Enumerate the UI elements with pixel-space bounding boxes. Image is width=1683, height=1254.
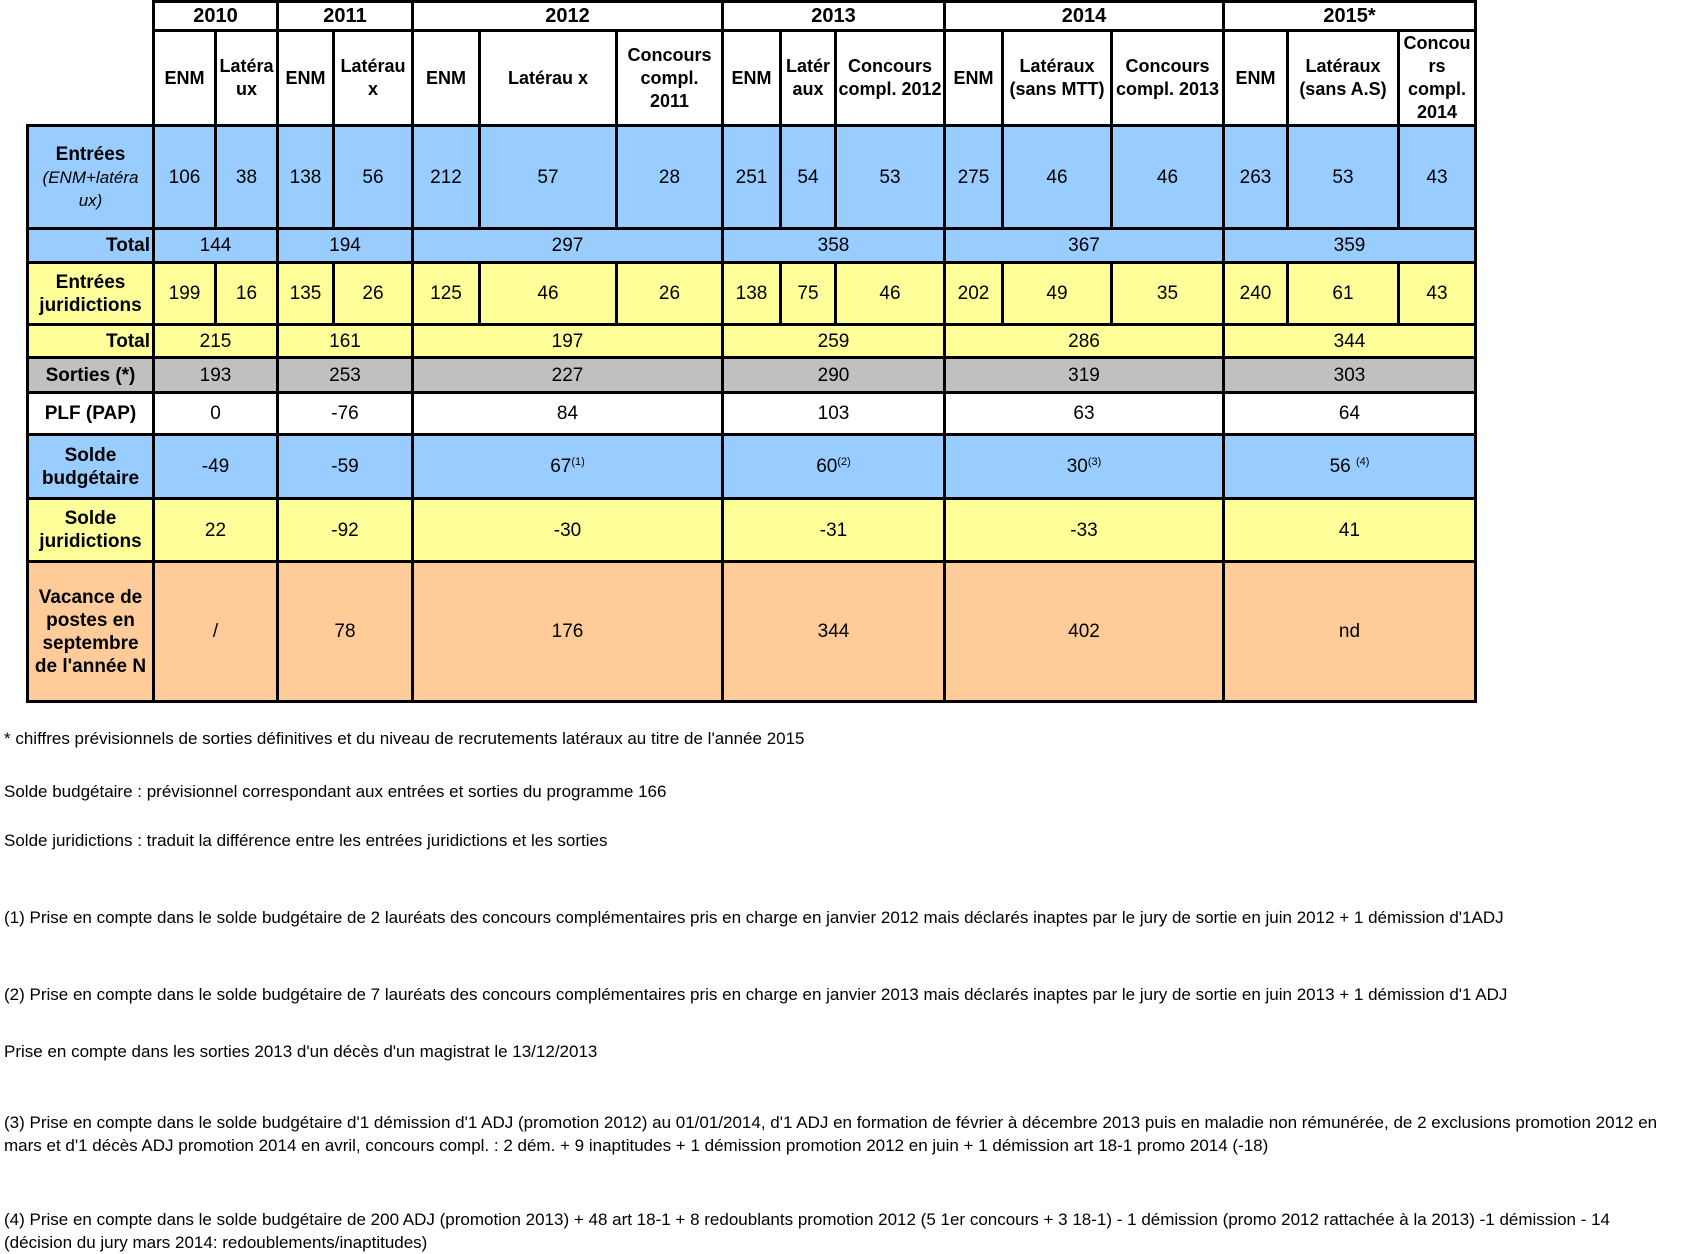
- cell: 46: [1112, 126, 1224, 229]
- col-header: Concou rs compl. 2014: [1399, 31, 1476, 126]
- cell: -30: [413, 499, 723, 562]
- note-asterisk: * chiffres prévisionnels de sorties définitives et du niveau de recrutements latéraux au titre de l'année 2015: [4, 729, 805, 748]
- cell: 303: [1224, 358, 1476, 393]
- note-solde-budgetaire: Solde budgétaire : prévisionnel correspondant aux entrées et sorties du programme 166: [4, 782, 667, 801]
- row-label-entrees-juridictions: Entrées juridictions: [28, 263, 154, 325]
- note-4: (4) Prise en compte dans le solde budgétaire de 200 ADJ (promotion 2013) + 48 art 18-1 + 8 redoublants promotion 2012 (5 1er concours + 3 18-1) - 1 démission (promo 2012 rattachée à la 2013) -1 démission - 14 (décision du jury mars 2014: redoublements/inaptitudes): [4, 1210, 1611, 1252]
- row-label-plf: PLF (PAP): [28, 393, 154, 435]
- note-2: (2) Prise en compte dans le solde budgétaire de 7 lauréats des concours complémentaires pris en charge en janvier 2013 mais déclarés inaptes par le jury de sortie en juin 2013 + 1 démission d'1 ADJ: [4, 985, 1508, 1004]
- row-entrees-total: [28, 229, 1476, 263]
- col-header: Latérau x: [334, 31, 413, 126]
- cell: 135: [278, 263, 334, 325]
- cell: 56: [334, 126, 413, 229]
- cell: 290: [723, 358, 945, 393]
- row-label-solde-juridictions: Solde juridictions: [28, 499, 154, 562]
- col-header: Latéra ux: [216, 31, 278, 126]
- value: 60: [816, 456, 838, 477]
- cell: 53: [836, 126, 945, 229]
- cell: 78: [278, 562, 413, 702]
- cell: [723, 435, 945, 499]
- col-header: Concours compl. 2011: [617, 31, 723, 126]
- note-1: (1) Prise en compte dans le solde budgétaire de 2 lauréats des concours complémentaires pris en charge en janvier 2012 mais déclarés inaptes par le jury de sortie en juin 2012 + 1 démission d'1ADJ: [4, 908, 1504, 927]
- cell: [1224, 435, 1476, 499]
- cell: 212: [413, 126, 480, 229]
- cell: 46: [1003, 126, 1112, 229]
- note-deces: Prise en compte dans les sorties 2013 d'un décès d'un magistrat le 13/12/2013: [4, 1042, 598, 1061]
- col-header: Latéraux (sans A.S): [1288, 31, 1399, 126]
- note-3: (3) Prise en compte dans le solde budgétaire d'1 démission d'1 ADJ (promotion 2012) au 01/01/2014, d'1 ADJ en formation de février à décembre 2013 puis en maladie non rémunérée, de 2 exclusions promotion 2012 en mars et d'1 décès ADJ promotion 2014 en avril, concours compl. : 2 dém. + 9 inaptitudes + 1 démission promotion 2012 en juin + 1 démission art 18-1 promo 2014 (-18): [4, 1113, 1658, 1155]
- year-header-2015: 2015*: [1224, 2, 1476, 31]
- total-cell: 194: [278, 229, 413, 263]
- cell: [154, 435, 278, 499]
- year-header-2013: 2013: [723, 2, 945, 31]
- cell: 26: [334, 263, 413, 325]
- footnote-ref: (3): [1087, 456, 1102, 468]
- cell: 22: [154, 499, 278, 562]
- cell: 103: [723, 393, 945, 435]
- total-cell: 215: [154, 325, 278, 358]
- year-header-2010: 2010: [154, 2, 278, 31]
- cell: -76: [278, 393, 413, 435]
- staffing-table: [26, 0, 1477, 703]
- cell: nd: [1224, 562, 1476, 702]
- row-label-solde-budgetaire: Solde budgétaire: [28, 435, 154, 499]
- total-label: Total: [28, 325, 154, 358]
- cell: 0: [154, 393, 278, 435]
- cell: 138: [278, 126, 334, 229]
- cell: 28: [617, 126, 723, 229]
- value: 67: [550, 456, 572, 477]
- col-header: ENM: [154, 31, 216, 126]
- cell: 54: [781, 126, 836, 229]
- row-sorties: [28, 358, 1476, 393]
- col-header: Latér aux: [781, 31, 836, 126]
- cell: 319: [945, 358, 1224, 393]
- cell: 35: [1112, 263, 1224, 325]
- cell: 253: [278, 358, 413, 393]
- cell: 193: [154, 358, 278, 393]
- value: -49: [201, 456, 230, 477]
- col-header: Concours compl. 2013: [1112, 31, 1224, 126]
- total-label: Total: [28, 229, 154, 263]
- col-header: ENM: [278, 31, 334, 126]
- cell: 125: [413, 263, 480, 325]
- cell: 138: [723, 263, 781, 325]
- cell: 46: [836, 263, 945, 325]
- total-cell: 358: [723, 229, 945, 263]
- value: 30: [1066, 456, 1088, 477]
- footnote-ref: (1): [571, 456, 585, 468]
- cell: 176: [413, 562, 723, 702]
- cell: 49: [1003, 263, 1112, 325]
- total-cell: 161: [278, 325, 413, 358]
- total-cell: 259: [723, 325, 945, 358]
- col-header: ENM: [945, 31, 1003, 126]
- cell: 202: [945, 263, 1003, 325]
- cell: 26: [617, 263, 723, 325]
- cell: 53: [1288, 126, 1399, 229]
- note-solde-juridictions: Solde juridictions : traduit la différence entre les entrées juridictions et les sorties: [4, 831, 608, 850]
- value: 56: [1329, 456, 1356, 477]
- cell: 240: [1224, 263, 1288, 325]
- cell: 61: [1288, 263, 1399, 325]
- col-header: Latéraux (sans MTT): [1003, 31, 1112, 126]
- footnote-ref: (4): [1355, 456, 1370, 468]
- row-vacance: [28, 562, 1476, 702]
- cell: 263: [1224, 126, 1288, 229]
- row-entrees-juridictions: [28, 263, 1476, 325]
- col-header: Latérau x: [480, 31, 617, 126]
- value: -59: [331, 456, 359, 477]
- cell: 84: [413, 393, 723, 435]
- col-header: Concours compl. 2012: [836, 31, 945, 126]
- cell: 16: [216, 263, 278, 325]
- col-header: ENM: [1224, 31, 1288, 126]
- cell: 43: [1399, 126, 1476, 229]
- cell: [945, 435, 1224, 499]
- cell: 63: [945, 393, 1224, 435]
- cell: 275: [945, 126, 1003, 229]
- cell: 402: [945, 562, 1224, 702]
- total-cell: 144: [154, 229, 278, 263]
- cell: -31: [723, 499, 945, 562]
- cell: -33: [945, 499, 1224, 562]
- cell: 46: [480, 263, 617, 325]
- col-header: ENM: [413, 31, 480, 126]
- total-cell: 297: [413, 229, 723, 263]
- row-plf: [28, 393, 1476, 435]
- cell: [413, 435, 723, 499]
- total-cell: 359: [1224, 229, 1476, 263]
- cell: 251: [723, 126, 781, 229]
- footnote-ref: (2): [837, 456, 851, 468]
- row-label-vacance: Vacance de postes en septembre de l'année N: [28, 562, 154, 702]
- cell: 43: [1399, 263, 1476, 325]
- col-header: ENM: [723, 31, 781, 126]
- total-cell: 367: [945, 229, 1224, 263]
- label-sub: (ENM+latéra ux): [42, 167, 139, 210]
- cell: 227: [413, 358, 723, 393]
- cell: 41: [1224, 499, 1476, 562]
- cell: 199: [154, 263, 216, 325]
- label-main: Entrées: [55, 143, 126, 165]
- row-entrees-juridictions-total: [28, 325, 1476, 358]
- cell: -92: [278, 499, 413, 562]
- row-entrees: [28, 126, 1476, 229]
- year-header-2014: 2014: [945, 2, 1224, 31]
- cell: 57: [480, 126, 617, 229]
- total-cell: 286: [945, 325, 1224, 358]
- total-cell: 197: [413, 325, 723, 358]
- row-solde-budgetaire: [28, 435, 1476, 499]
- empty-corner: [28, 31, 154, 126]
- empty-corner: [28, 2, 154, 31]
- cell: [278, 435, 413, 499]
- cell: 106: [154, 126, 216, 229]
- row-solde-juridictions: [28, 499, 1476, 562]
- year-header-2012: 2012: [413, 2, 723, 31]
- row-label-entrees: [28, 126, 154, 229]
- total-cell: 344: [1224, 325, 1476, 358]
- cell: /: [154, 562, 278, 702]
- cell: 75: [781, 263, 836, 325]
- year-header-2011: 2011: [278, 2, 413, 31]
- cell: 344: [723, 562, 945, 702]
- row-label-sorties: Sorties (*): [28, 358, 154, 393]
- cell: 64: [1224, 393, 1476, 435]
- cell: 38: [216, 126, 278, 229]
